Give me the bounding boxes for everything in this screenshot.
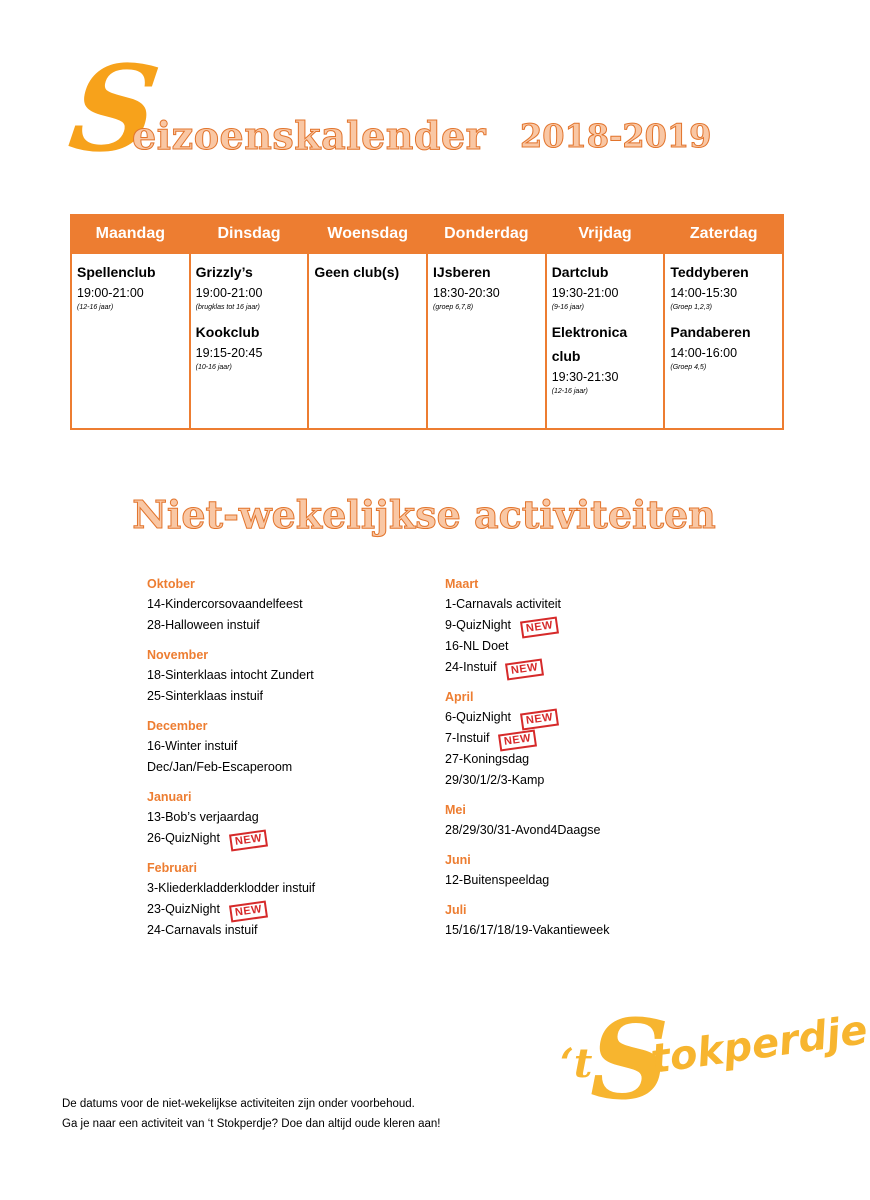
event-text: 26-QuizNight: [147, 831, 220, 845]
event-text: Dec/Jan/Feb-Escaperoom: [147, 760, 293, 774]
event-text: 25-Sinterklaas instuif: [147, 689, 264, 703]
club-entry: [196, 320, 303, 374]
page-title: [62, 39, 752, 178]
event-item: [445, 636, 745, 657]
club-age-note: (12-16 jaar): [551, 388, 588, 395]
event-item: [445, 594, 745, 615]
new-badge: NEW: [229, 900, 268, 922]
event-text: 23-QuizNight: [147, 902, 220, 916]
club-time: 19:15-20:45: [195, 346, 263, 360]
activities-column-right: [445, 574, 745, 950]
new-badge: NEW: [498, 729, 537, 751]
event-item: [147, 665, 447, 686]
month-name: December: [147, 719, 208, 733]
event-item: [147, 594, 447, 615]
event-text: 18-Sinterklaas intocht Zundert: [147, 668, 314, 682]
day-body: [309, 254, 426, 290]
event-text: 13-Bob’s verjaardag: [147, 810, 259, 824]
event-text: 24-Instuif: [445, 660, 497, 674]
logo-prefix: ‘t: [560, 1040, 593, 1087]
club-time: 19:00-21:00: [195, 286, 263, 300]
month-name: Juni: [445, 853, 471, 867]
weekly-schedule-table: [70, 214, 784, 430]
club-time: 19:00-21:00: [77, 286, 144, 300]
month-name: November: [147, 648, 209, 662]
event-text: 14-Kindercorsovaandelfeest: [147, 597, 303, 611]
day-body: [191, 254, 308, 380]
month-block: [147, 858, 447, 941]
event-text: 6-QuizNight: [445, 710, 511, 724]
club-age-note: (10-16 jaar): [195, 364, 232, 371]
club-name: Teddyberen: [670, 264, 749, 280]
month-block: [147, 787, 447, 849]
month-block: [445, 850, 745, 891]
club-time: 18:30-20:30: [433, 286, 500, 300]
day-column: [72, 216, 191, 428]
day-header: Donderdag: [428, 216, 545, 254]
title-year: 2018-2019: [520, 117, 712, 155]
event-text: 9-QuizNight: [445, 618, 511, 632]
event-text: 28/29/30/31-Avond4Daagse: [445, 823, 601, 837]
event-item: [147, 899, 447, 920]
event-item: [445, 770, 745, 791]
club-age-note: (12-16 jaar): [77, 304, 114, 311]
club-time: 19:30-21:00: [551, 286, 619, 300]
month-block: [147, 716, 447, 778]
club-name: Kookclub: [195, 324, 260, 340]
event-item: [147, 828, 447, 849]
month-name: Januari: [147, 790, 192, 804]
day-body: [665, 254, 782, 380]
club-name: Dartclub: [551, 264, 609, 280]
event-item: [147, 757, 447, 778]
activities-column-left: [147, 574, 447, 950]
logo-initial: S: [590, 995, 670, 1124]
event-item: [147, 615, 447, 636]
event-text: 24-Carnavals instuif: [147, 923, 258, 937]
event-item: [445, 707, 745, 728]
event-item: [147, 686, 447, 707]
new-badge: NEW: [229, 829, 268, 851]
event-item: [445, 870, 745, 891]
day-header: Woensdag: [309, 216, 426, 254]
club-name: IJsberen: [433, 264, 491, 280]
month-name: Februari: [147, 861, 198, 875]
event-item: [147, 878, 447, 899]
event-text: 3-Kliederkladderklodder instuif: [147, 881, 316, 895]
day-column: [309, 216, 428, 428]
event-text: 27-Koningsdag: [445, 752, 530, 766]
event-text: 28-Halloween instuif: [147, 618, 260, 632]
club-entry: [77, 260, 184, 314]
footer-line-2: Ga je naar een activiteit van ‘t Stokperdje? Doe dan altijd oude kleren aan!: [62, 1118, 441, 1130]
day-body: [428, 254, 545, 320]
title-text: eizoenskalender: [132, 113, 487, 158]
day-header: Maandag: [72, 216, 189, 254]
month-name: Maart: [445, 577, 479, 591]
event-item: [445, 820, 745, 841]
month-block: [445, 687, 745, 791]
club-time: 19:30-21:30: [551, 370, 619, 384]
club-name: Geen club(s): [314, 264, 400, 280]
club-time: 14:00-15:30: [670, 286, 738, 300]
club-entry: [552, 320, 659, 398]
club-age-note: (brugklas tot 16 jaar): [195, 304, 260, 311]
day-body: [72, 254, 189, 320]
month-name: Oktober: [147, 577, 195, 591]
logo-text: tokperdje: [647, 1007, 870, 1083]
day-column: [547, 216, 666, 428]
day-body: [547, 254, 664, 404]
club-age-note: (Groep 1,2,3): [670, 304, 712, 311]
stokperdje-logo: [560, 995, 870, 1150]
day-column: [665, 216, 782, 428]
club-name: Elektronica club: [551, 324, 628, 364]
club-entry: [552, 260, 659, 314]
day-header: Dinsdag: [191, 216, 308, 254]
club-entry: [670, 260, 777, 314]
new-badge: NEW: [505, 658, 544, 680]
event-item: [445, 749, 745, 770]
event-item: [147, 920, 447, 941]
club-entry: [196, 260, 303, 314]
event-text: 16-NL Doet: [445, 639, 509, 653]
club-age-note: (Groep 4,5): [670, 364, 707, 371]
month-name: Mei: [445, 803, 466, 817]
club-entry: [314, 260, 421, 284]
event-text: 12-Buitenspeeldag: [445, 873, 550, 887]
event-item: [147, 736, 447, 757]
month-block: [147, 574, 447, 636]
new-badge: NEW: [520, 616, 559, 638]
club-entry: [433, 260, 540, 314]
event-item: [445, 728, 745, 749]
month-name: April: [445, 690, 474, 704]
event-item: [445, 657, 745, 678]
event-text: 29/30/1/2/3-Kamp: [445, 773, 545, 787]
month-block: [445, 574, 745, 678]
event-item: [445, 615, 745, 636]
event-text: 1-Carnavals activiteit: [445, 597, 562, 611]
event-item: [147, 807, 447, 828]
month-block: [147, 645, 447, 707]
month-name: Juli: [445, 903, 467, 917]
month-block: [445, 900, 745, 941]
club-name: Spellenclub: [77, 264, 156, 280]
club-age-note: (groep 6,7,8): [433, 304, 474, 311]
event-item: [445, 920, 745, 941]
section-title: Niet-wekelijkse activiteiten: [132, 492, 716, 537]
club-name: Pandaberen: [670, 324, 751, 340]
event-text: 15/16/17/18/19-Vakantieweek: [445, 923, 610, 937]
new-badge: NEW: [520, 708, 559, 730]
day-header: Zaterdag: [665, 216, 782, 254]
day-header: Vrijdag: [547, 216, 664, 254]
day-column: [191, 216, 310, 428]
footer-note: [62, 1094, 440, 1134]
club-age-note: (9-16 jaar): [551, 304, 584, 311]
club-entry: [670, 320, 777, 374]
club-name: Grizzly’s: [195, 264, 253, 280]
event-text: 16-Winter instuif: [147, 739, 238, 753]
month-block: [445, 800, 745, 841]
title-initial: S: [62, 39, 168, 178]
day-column: [428, 216, 547, 428]
footer-line-1: De datums voor de niet-wekelijkse activiteiten zijn onder voorbehoud.: [62, 1098, 415, 1110]
event-text: 7-Instuif: [445, 731, 490, 745]
club-time: 14:00-16:00: [670, 346, 738, 360]
